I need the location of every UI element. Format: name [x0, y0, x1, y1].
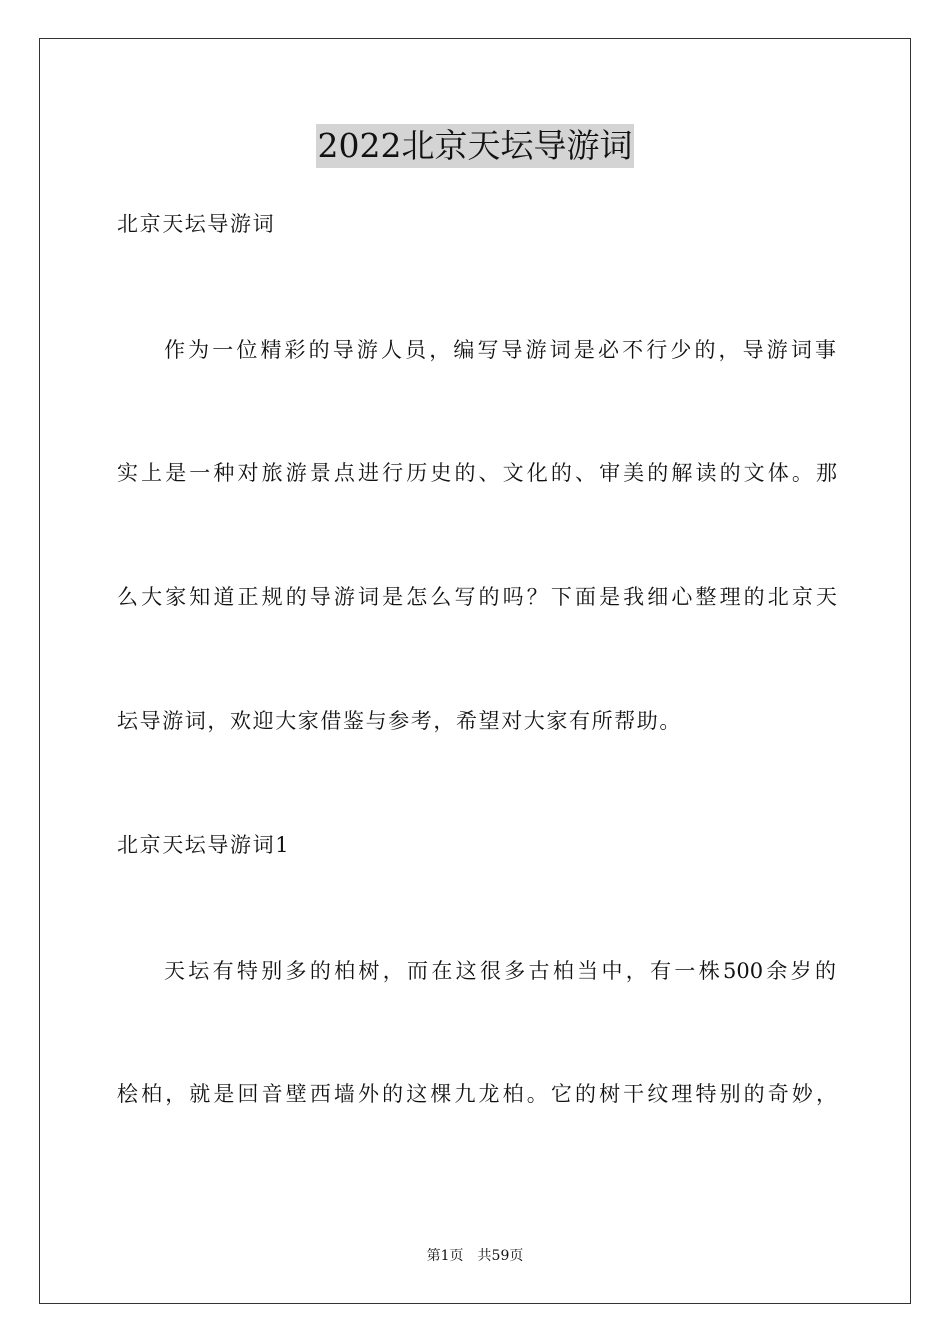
- section-heading: 北京天坛导游词1: [117, 833, 291, 857]
- page-total: 共59页: [477, 1248, 524, 1264]
- paragraph-line: 坛导游词，欢迎大家借鉴与参考，希望对大家有所帮助。: [117, 709, 682, 733]
- page-number: 第1页: [426, 1248, 464, 1264]
- page-footer: [0, 1247, 950, 1265]
- document-title-wrapper: [0, 124, 950, 168]
- paragraph-line: 作为一位精彩的导游人员，编写导游词是必不行少的，导游词事: [164, 338, 836, 362]
- section-heading: 北京天坛导游词: [117, 212, 276, 236]
- paragraph-line: 么大家知道正规的导游词是怎么写的吗？下面是我细心整理的北京天: [117, 585, 837, 609]
- paragraph-line: 桧柏，就是回音壁西墙外的这棵九龙柏。它的树干纹理特别的奇妙，: [117, 1082, 837, 1106]
- document-title: 2022北京天坛导游词: [316, 124, 635, 168]
- paragraph-line: 天坛有特别多的柏树，而在这很多古柏当中，有一株500余岁的: [164, 959, 836, 983]
- paragraph-line: 实上是一种对旅游景点进行历史的、文化的、审美的解读的文体。那: [117, 461, 837, 485]
